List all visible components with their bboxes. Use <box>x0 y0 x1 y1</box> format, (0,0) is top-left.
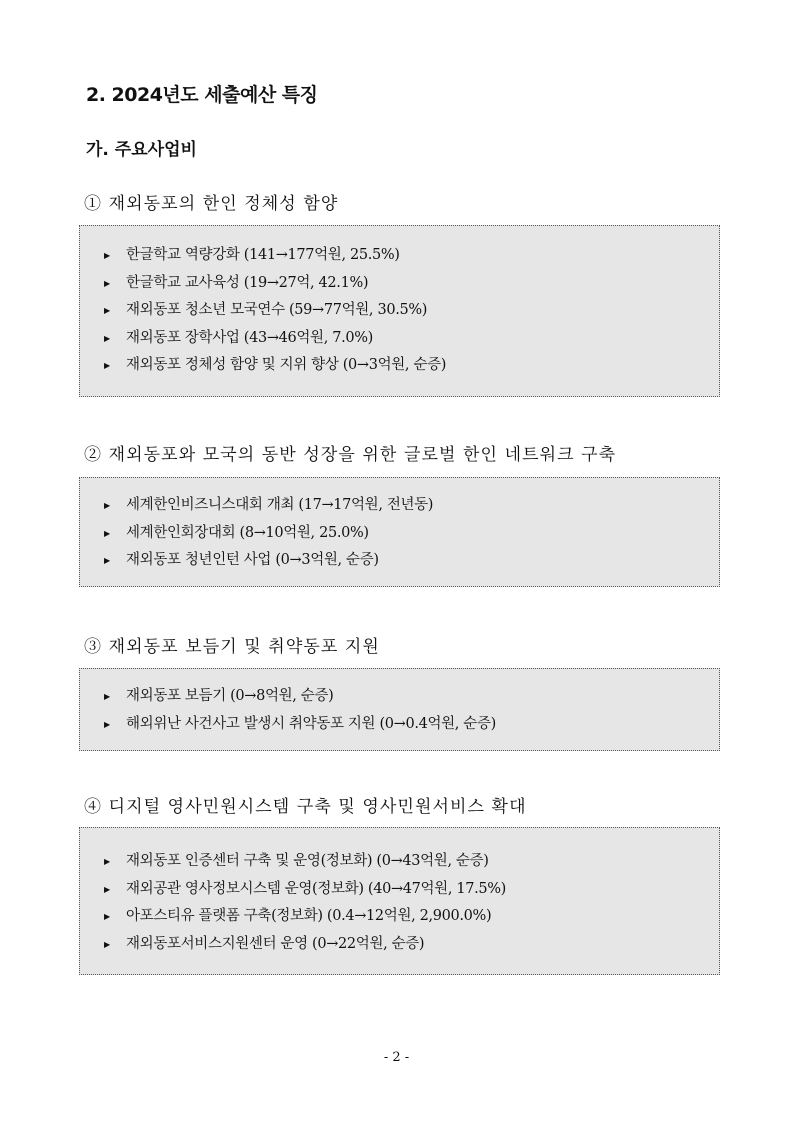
list-item <box>104 547 709 575</box>
item-text: 세계한인회장대회 (8→10억원, 25.0%) <box>126 524 369 541</box>
triangle-bullet-icon: ▶ <box>104 361 110 370</box>
list-item <box>104 931 709 959</box>
item-text: 한글학교 역량강화 (141→177억원, 25.5%) <box>126 247 400 263</box>
item-text: 아포스티유 플랫폼 구축(정보화) (0.4→12억원, 2,900.0%) <box>126 908 492 924</box>
triangle-bullet-icon: ▶ <box>104 719 110 729</box>
list-item <box>104 270 709 298</box>
triangle-bullet-icon: ▶ <box>104 333 110 343</box>
triangle-bullet-icon: ▶ <box>104 939 110 949</box>
item-text: 재외동포 청년인턴 사업 (0→3억원, 순증) <box>126 552 379 568</box>
item-text: 재외동포 청소년 모국연수 (59→77억원, 30.5%) <box>126 302 428 318</box>
group-box-digital <box>79 827 720 975</box>
subsection-title: 가. 주요사업비 <box>86 140 197 160</box>
group-box-network <box>79 477 720 587</box>
item-list <box>104 242 709 380</box>
triangle-bullet-icon: ▶ <box>104 528 110 538</box>
item-text: 재외동포 정체성 함양 및 지위 향상 (0→3억원, 순증) <box>126 357 447 373</box>
list-item <box>104 876 709 904</box>
item-text: 세계한인비즈니스대회 개최 (17→17억원, 전년동) <box>126 497 434 513</box>
triangle-bullet-icon: ▶ <box>104 857 110 866</box>
item-text: 한글학교 교사육성 (19→27억, 42.1%) <box>126 274 369 291</box>
item-text: 재외동포 장학사업 (43→46억원, 7.0%) <box>126 329 373 346</box>
group-box-support <box>79 668 720 751</box>
list-item <box>104 711 709 739</box>
triangle-bullet-icon: ▶ <box>104 912 110 921</box>
triangle-bullet-icon: ▶ <box>104 692 110 701</box>
triangle-bullet-icon: ▶ <box>104 251 110 260</box>
group-box-identity <box>79 225 720 397</box>
list-item <box>104 492 709 520</box>
list-item <box>104 352 709 380</box>
item-list <box>104 492 709 575</box>
item-text: 재외공관 영사정보시스템 운영(정보화) (40→47억원, 17.5%) <box>126 880 506 897</box>
section-title: 2. 2024년도 세출예산 특징 <box>86 84 318 106</box>
group-heading-digital: ④ 디지털 영사민원시스템 구축 및 영사민원서비스 확대 <box>84 797 527 817</box>
page-number: - 2 - <box>383 1050 410 1065</box>
group-heading-network: ② 재외동포와 모국의 동반 성장을 위한 글로벌 한인 네트워크 구축 <box>84 445 617 465</box>
list-item <box>104 242 709 270</box>
triangle-bullet-icon: ▶ <box>104 278 110 288</box>
list-item <box>104 297 709 325</box>
item-list <box>104 848 709 958</box>
group-heading-support: ③ 재외동포 보듬기 및 취약동포 지원 <box>84 637 380 657</box>
list-item <box>104 325 709 353</box>
triangle-bullet-icon: ▶ <box>104 556 110 565</box>
list-item <box>104 903 709 931</box>
list-item <box>104 848 709 876</box>
triangle-bullet-icon: ▶ <box>104 884 110 894</box>
item-text: 재외동포 인증센터 구축 및 운영(정보화) (0→43억원, 순증) <box>126 853 489 869</box>
item-text: 재외동포서비스지원센터 운영 (0→22억원, 순증) <box>126 935 425 952</box>
list-item <box>104 520 709 548</box>
triangle-bullet-icon: ▶ <box>104 501 110 510</box>
item-text: 재외동포 보듬기 (0→8억원, 순증) <box>126 688 334 704</box>
item-list <box>104 683 709 738</box>
group-heading-identity: ① 재외동포의 한인 정체성 함양 <box>84 194 339 214</box>
item-text: 해외위난 사건사고 발생시 취약동포 지원 (0→0.4억원, 순증) <box>126 715 496 732</box>
triangle-bullet-icon: ▶ <box>104 306 110 315</box>
list-item <box>104 683 709 711</box>
